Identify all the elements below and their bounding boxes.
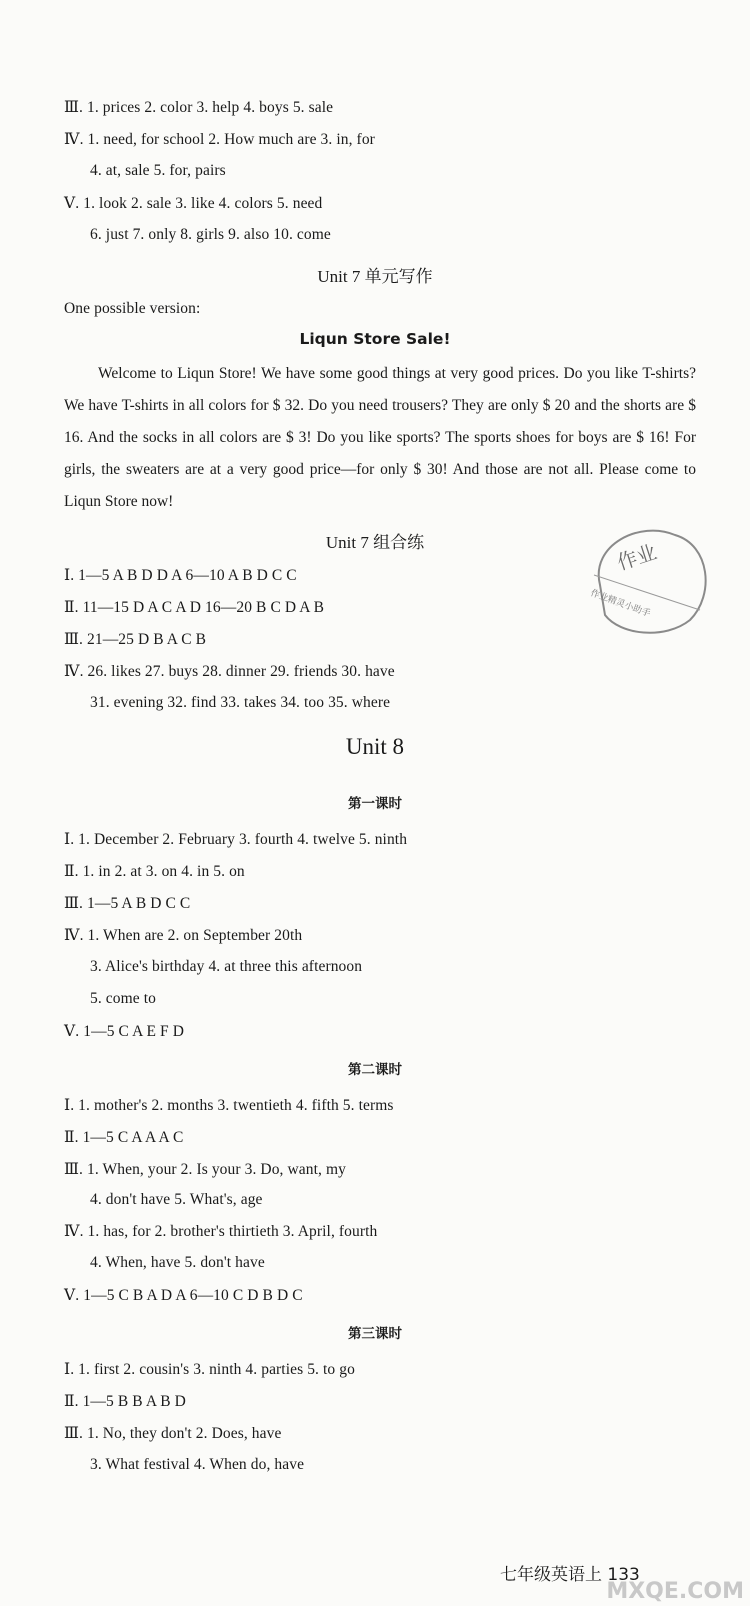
answer-line: 6. just 7. only 8. girls 9. also 10. come: [90, 226, 331, 243]
answer-line: Ⅰ. 1. first 2. cousin's 3. ninth 4. parties 5. to go: [64, 1361, 355, 1378]
answer-line: Ⅲ. 1. prices 2. color 3. help 4. boys 5. sale: [64, 99, 334, 116]
svg-text:作业: 作业: [614, 539, 660, 575]
answer-line: Ⅱ. 1—5 B B A B D: [64, 1393, 186, 1410]
svg-text:作业精灵小助手: 作业精灵小助手: [588, 588, 652, 620]
answer-line: Ⅴ. 1. look 2. sale 3. like 4. colors 5. need: [64, 195, 323, 212]
answer-line: Ⅴ. 1—5 C B A D A 6—10 C D B D C: [64, 1287, 303, 1304]
answer-line: 4. don't have 5. What's, age: [90, 1191, 263, 1208]
answer-line: Ⅳ. 1. need, for school 2. How much are 3. in, for: [64, 131, 375, 148]
answer-line: Ⅳ. 26. likes 27. buys 28. dinner 29. friends 30. have: [64, 663, 395, 680]
answer-line: Ⅲ. 21—25 D B A C B: [64, 631, 207, 648]
essay-title: Liqun Store Sale!: [299, 330, 451, 348]
lesson3-heading: 第三课时: [348, 1326, 402, 1341]
answer-line: Ⅴ. 1—5 C A E F D: [64, 1023, 185, 1040]
answer-line: Ⅱ. 1. in 2. at 3. on 4. in 5. on: [64, 863, 245, 880]
answer-line: 3. Alice's birthday 4. at three this afternoon: [90, 958, 363, 975]
lesson1-heading: 第一课时: [348, 796, 402, 811]
answer-line: 3. What festival 4. When do, have: [90, 1456, 305, 1473]
answer-line: Ⅲ. 1—5 A B D C C: [64, 895, 191, 912]
answer-line: Ⅳ. 1. has, for 2. brother's thirtieth 3. April, fourth: [64, 1223, 378, 1240]
answer-line: Ⅲ. 1. No, they don't 2. Does, have: [64, 1425, 282, 1442]
unit7-combo-heading: Unit 7 组合练: [325, 533, 425, 552]
answer-line: 4. at, sale 5. for, pairs: [90, 162, 226, 179]
lesson2-heading: 第二课时: [348, 1062, 402, 1077]
homework-stamp-seal: [580, 515, 718, 645]
unit8-heading: Unit 8: [345, 734, 405, 759]
unit7-writing-heading: Unit 7 单元写作: [317, 267, 433, 286]
answer-line: Ⅰ. 1. mother's 2. months 3. twentieth 4. fifth 5. terms: [64, 1097, 394, 1114]
page-footer: 七年级英语上 133: [500, 1565, 640, 1585]
answer-line: Ⅰ. 1. December 2. February 3. fourth 4. twelve 5. ninth: [64, 831, 408, 848]
answer-line: Ⅲ. 1. When, your 2. Is your 3. Do, want, my: [64, 1161, 346, 1178]
answer-line: Ⅰ. 1—5 A B D D A 6—10 A B D C C: [64, 567, 297, 584]
version-label: One possible version:: [64, 300, 201, 317]
essay-body: Welcome to Liqun Store! We have some good things at very good prices. Do you like T-shirts? We have T-shirts in all colors for $ 32. Do you need trousers? They are only $ 20 and the shorts are $ 16. And the socks in all colors are $ 3! Do you like sports? The sports shoes for boys are $ 16! For girls, the sweaters are at a very good price—for only $ 30! And those are not all. Please come to Liqun Store now!: [64, 365, 696, 510]
answer-line: Ⅱ. 11—15 D A C A D 16—20 B C D A B: [64, 599, 325, 616]
answer-line: 4. When, have 5. don't have: [90, 1254, 265, 1271]
answer-line: Ⅱ. 1—5 C A A A C: [64, 1129, 184, 1146]
answer-line: 5. come to: [90, 990, 156, 1007]
answer-line: 31. evening 32. find 33. takes 34. too 35. where: [90, 694, 391, 711]
answer-line: Ⅳ. 1. When are 2. on September 20th: [64, 927, 303, 944]
watermark-logo: MXQE.COM: [606, 1579, 744, 1604]
